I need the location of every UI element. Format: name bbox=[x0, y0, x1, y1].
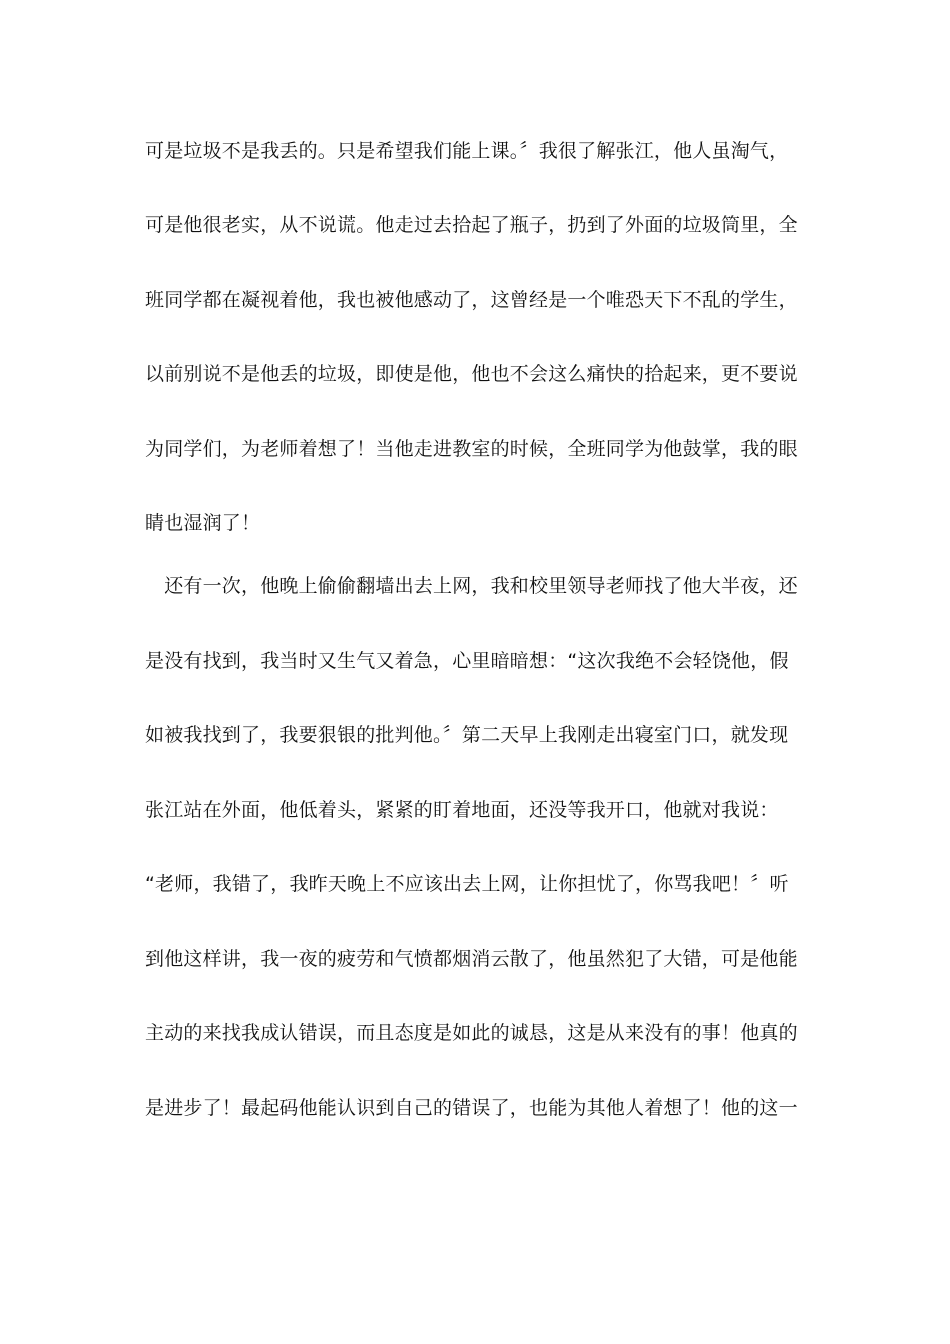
text-line: 是没有找到，我当时又生气又着急，心里暗暗想：“这次我绝不会轻饶他，假 bbox=[145, 650, 789, 672]
text-line: 为同学们，为老师着想了！当他走进教室的时候，全班同学为他鼓掌，我的眼 bbox=[145, 438, 798, 460]
text-line: 还有一次，他晚上偷偷翻墙出去上网，我和校里领导老师找了他大半夜，还 bbox=[145, 575, 798, 597]
text-line: 如被我找到了，我要狠银的批判他。〞第二天早上我刚走出寝室门口，就发现 bbox=[145, 724, 789, 746]
text-line: 是进步了！最起码他能认识到自己的错误了，也能为其他人着想了！他的这一 bbox=[145, 1097, 798, 1119]
text-line: 睛也湿润了！ bbox=[145, 512, 261, 534]
text-line: “老师，我错了，我昨天晚上不应该出去上网，让你担忧了，你骂我吧！〞听 bbox=[145, 873, 789, 895]
text-line: 以前别说不是他丢的垃圾，即使是他，他也不会这么痛快的拾起来，更不要说 bbox=[145, 363, 798, 385]
text-line: 可是垃圾不是我丢的。只是希望我们能上课。〞我很了解张江，他人虽淘气， bbox=[145, 140, 789, 162]
text-line: 可是他很老实，从不说谎。他走过去拾起了瓶子，扔到了外面的垃圾筒里，全 bbox=[145, 214, 798, 236]
text-line: 张江站在外面，他低着头，紧紧的盯着地面，还没等我开口，他就对我说： bbox=[145, 799, 779, 821]
text-line: 班同学都在凝视着他，我也被他感动了，这曾经是一个唯恐天下不乱的学生， bbox=[145, 289, 798, 311]
text-line: 到他这样讲，我一夜的疲劳和气愤都烟消云散了，他虽然犯了大错，可是他能 bbox=[145, 948, 798, 970]
text-line: 主动的来找我成认错误，而且态度是如此的诚恳，这是从来没有的事！他真的 bbox=[145, 1022, 798, 1044]
